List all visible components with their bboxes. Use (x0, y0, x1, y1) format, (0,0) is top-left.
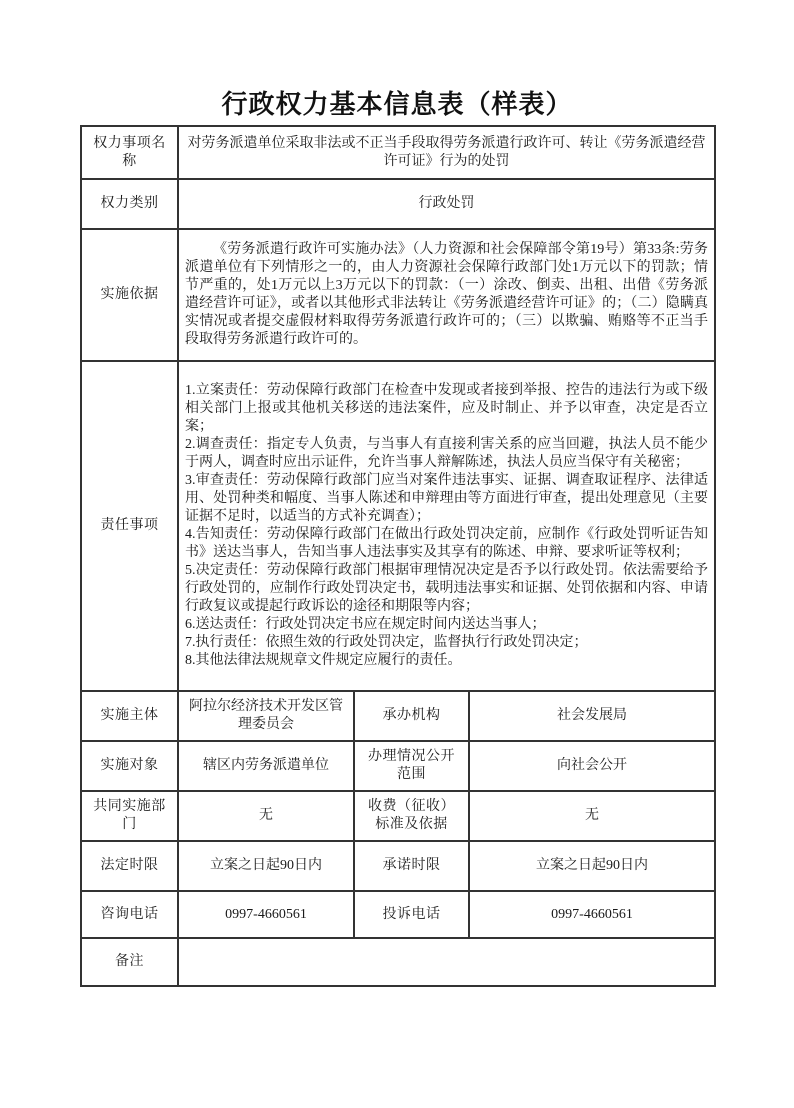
complaint-phone-value: 0997-4660561 (469, 891, 715, 938)
duty-value (178, 361, 715, 691)
row-implementation-basis (81, 229, 715, 361)
info-table (80, 125, 716, 987)
joint-departments-value: 无 (178, 791, 354, 841)
row-joint-departments (81, 791, 715, 841)
duty-item-8: 8.其他法律法规规章文件规定应履行的责任。 (185, 653, 462, 668)
duty-item-5: 5.决定责任：劳动保障行政部门根据审理情况决定是否予以行政处罚。依法需要给予行政处罚的，应制作行政处罚决定书，载明违法事实和证据、处罚依据和内容、申请行政复议或提起行政诉讼的途径和期限等内容； (185, 563, 709, 614)
duty-item-6: 6.送达责任：行政处罚决定书应在规定时间内送达当事人； (185, 617, 546, 632)
disclosure-scope-value: 向社会公开 (469, 741, 715, 791)
implementer-label: 实施主体 (81, 691, 178, 741)
row-power-name (81, 126, 715, 179)
undertaking-org-value: 社会发展局 (469, 691, 715, 741)
row-power-type (81, 179, 715, 229)
duty-label: 责任事项 (81, 361, 178, 691)
row-remark (81, 938, 715, 986)
target-value: 辖区内劳务派遣单位 (178, 741, 354, 791)
inquiry-phone-label: 咨询电话 (81, 891, 178, 938)
remark-label: 备注 (81, 938, 178, 986)
implementer-value: 阿拉尔经济技术开发区管理委员会 (178, 691, 354, 741)
power-type-value: 行政处罚 (178, 179, 715, 229)
complaint-phone-label: 投诉电话 (354, 891, 469, 938)
basis-value (178, 229, 715, 361)
row-time-limit (81, 841, 715, 891)
target-label: 实施对象 (81, 741, 178, 791)
promised-time-limit-value: 立案之日起90日内 (469, 841, 715, 891)
row-duty-items (81, 361, 715, 691)
power-name-value: 对劳务派遣单位采取非法或不正当手段取得劳务派遣行政许可、转让《劳务派遣经营许可证》行为的处罚 (178, 126, 715, 179)
row-target (81, 741, 715, 791)
power-type-label: 权力类别 (81, 179, 178, 229)
basis-paragraph: 《劳务派遣行政许可实施办法》（人力资源和社会保障部令第19号）第33条:劳务派遣单位有下列情形之一的，由人力资源社会保障行政部门处1万元以下的罚款；情节严重的，处1万元以上3万元以下的罚款：（一）涂改、倒卖、出租、出借《劳务派遣经营许可证》，或者以其他形式非法转让《劳务派遣经营许可证》的；（二）隐瞒真实情况或者提交虚假材料取得劳务派遣行政许可的；（三）以欺骗、贿赂等不正当手段取得劳务派遣行政许可的。 (185, 242, 709, 347)
duty-item-4: 4.告知责任：劳动保障行政部门在做出行政处罚决定前，应制作《行政处罚听证告知书》送达当事人，告知当事人违法事实及其享有的陈述、申辩、要求听证等权利； (185, 527, 709, 560)
undertaking-org-label: 承办机构 (354, 691, 469, 741)
disclosure-scope-label: 办理情况公开范围 (354, 741, 469, 791)
row-implementer (81, 691, 715, 741)
promised-time-limit-label: 承诺时限 (354, 841, 469, 891)
legal-time-limit-label: 法定时限 (81, 841, 178, 891)
duty-item-2: 2.调查责任：指定专人负责，与当事人有直接利害关系的应当回避，执法人员不能少于两人，调查时应出示证件，允许当事人辩解陈述，执法人员应当保守有关秘密； (185, 437, 709, 470)
power-name-label: 权力事项名称 (81, 126, 178, 179)
duty-item-3: 3.审查责任：劳动保障行政部门应当对案件违法事实、证据、调查取证程序、法律适用、处罚种类和幅度、当事人陈述和申辩理由等方面进行审查，提出处理意见（主要证据不足时，以适当的方式补充调查）； (185, 473, 709, 524)
row-phone (81, 891, 715, 938)
fee-standard-label: 收费（征收）标准及依据 (354, 791, 469, 841)
inquiry-phone-value: 0997-4660561 (178, 891, 354, 938)
basis-label: 实施依据 (81, 229, 178, 361)
legal-time-limit-value: 立案之日起90日内 (178, 841, 354, 891)
joint-departments-label: 共同实施部门 (81, 791, 178, 841)
fee-standard-value: 无 (469, 791, 715, 841)
remark-value (178, 938, 715, 986)
page-title: 行政权力基本信息表（样表） (221, 90, 573, 119)
duty-item-7: 7.执行责任：依照生效的行政处罚决定，监督执行行政处罚决定； (185, 635, 588, 650)
duty-item-1: 1.立案责任：劳动保障行政部门在检查中发现或者接到举报、控告的违法行为或下级相关部门上报或其他机关移送的违法案件，应及时制止、并予以审查，决定是否立案； (185, 383, 709, 434)
